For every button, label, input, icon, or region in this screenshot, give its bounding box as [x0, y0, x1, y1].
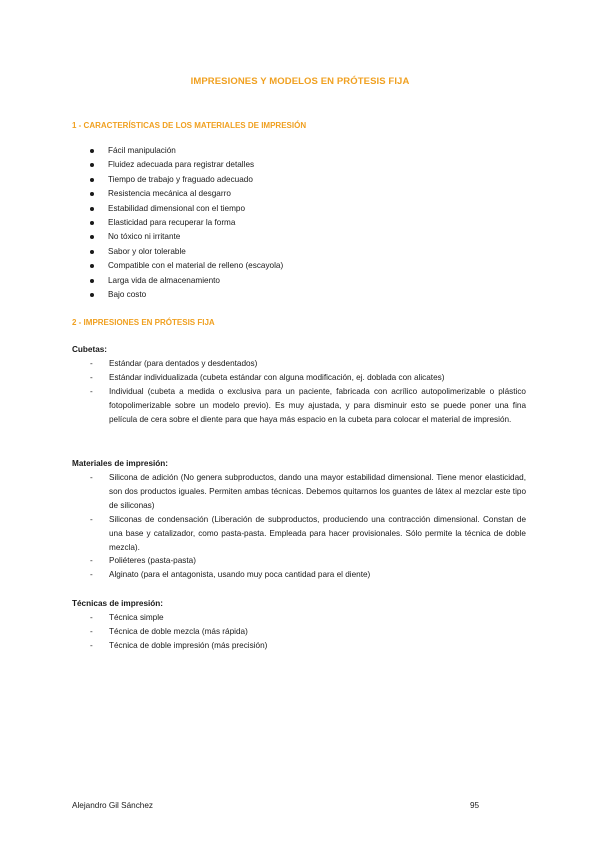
list-item: - Siliconas de condensación (Liberación de subproductos, produciendo una contracción dimensional. Constan de una base y catalizador, como pasta-pasta. Empleada para hacer provisionales. Sólo permite la técnica de doble mezcla). — [90, 514, 526, 552]
list-item: - Técnica simple — [90, 611, 526, 625]
list-item: Elasticidad para recuperar la forma — [90, 216, 283, 230]
list-item: - Poliéteres (pasta-pasta) — [90, 554, 526, 568]
list-item: No tóxico ni irritante — [90, 230, 283, 244]
bullet-icon — [90, 192, 94, 196]
footer-author: Alejandro Gil Sánchez — [72, 801, 154, 810]
dash-icon: - — [90, 473, 93, 482]
document-title: IMPRESIONES Y MODELOS EN PRÓTESIS FIJA — [190, 76, 410, 87]
bullet-icon — [90, 207, 94, 211]
tecnicas-heading: Técnicas de impresión: — [72, 599, 164, 608]
bullet-icon — [90, 279, 94, 283]
section-heading-caracteristicas: 1 - CARACTERÍSTICAS DE LOS MATERIALES DE IMPRESIÓN — [72, 121, 307, 130]
cubetas-heading: Cubetas: — [72, 345, 108, 354]
bullet-icon — [90, 163, 94, 167]
list-item: - Individual (cubeta a medida o exclusiva para un paciente, fabricada con acrílico autopolimerizable o plástico fotopolimerizable sobre un modelo previo). Es muy ajustada, y para disminuir esto se puede poner una fina película de cera sobre el diente para que haya más espacio en la cubeta para colocar el material de impresión. — [90, 386, 526, 424]
list-item: - Técnica de doble mezcla (más rápida) — [90, 625, 526, 639]
list-item: Estabilidad dimensional con el tiempo — [90, 202, 283, 216]
list-item: Fluidez adecuada para registrar detalles — [90, 158, 283, 172]
materiales-heading: Materiales de impresión: — [72, 459, 169, 468]
tecnicas-list — [90, 611, 526, 653]
dash-icon: - — [90, 359, 93, 368]
dash-icon: - — [90, 514, 93, 524]
list-item: Sabor y olor tolerable — [90, 245, 283, 259]
dash-icon: - — [90, 640, 93, 650]
list-item: Larga vida de almacenamiento — [90, 274, 283, 288]
bullet-icon — [90, 235, 94, 239]
list-item: - Silicona de adición (No genera subproductos, dando una mayor estabilidad dimensional. Tiene menor elasticidad, son dos productos iguales. Permiten ambas técnicas. Debemos quitarnos los guantes de látex al mezclar este tipo de siliconas) — [90, 473, 526, 510]
dash-icon: - — [90, 386, 93, 396]
bullet-icon — [90, 250, 94, 254]
bullet-icon — [90, 264, 94, 268]
list-item: Tiempo de trabajo y fraguado adecuado — [90, 173, 283, 187]
list-item: - Estándar individualizada (cubeta estándar con alguna modificación, ej. doblada con alicates) — [90, 371, 526, 385]
bullet-icon — [90, 178, 94, 182]
dash-icon: - — [90, 570, 93, 580]
list-item: Bajo costo — [90, 288, 283, 302]
bullet-icon — [90, 293, 94, 297]
page-number: 95 — [470, 801, 480, 810]
list-item: Fácil manipulación — [90, 144, 283, 158]
list-item: Compatible con el material de relleno (escayola) — [90, 259, 283, 273]
list-item: - Alginato (para el antagonista, usando muy poca cantidad para el diente) — [90, 568, 526, 582]
dash-icon: - — [90, 372, 93, 382]
section-heading-impresiones: 2 - IMPRESIONES EN PRÓTESIS FIJA — [72, 318, 215, 327]
bullet-icon — [90, 221, 94, 225]
dash-icon: - — [90, 626, 93, 636]
caracteristicas-list — [90, 144, 283, 302]
list-item: - Técnica de doble impresión (más precisión) — [90, 639, 526, 653]
dash-icon: - — [90, 613, 93, 622]
cubetas-list — [90, 357, 526, 427]
list-item: - Estándar (para dentados y desdentados) — [90, 357, 526, 371]
list-item: Resistencia mecánica al desgarro — [90, 187, 283, 201]
materiales-list — [90, 471, 526, 582]
bullet-icon — [90, 149, 94, 153]
dash-icon: - — [90, 556, 93, 566]
